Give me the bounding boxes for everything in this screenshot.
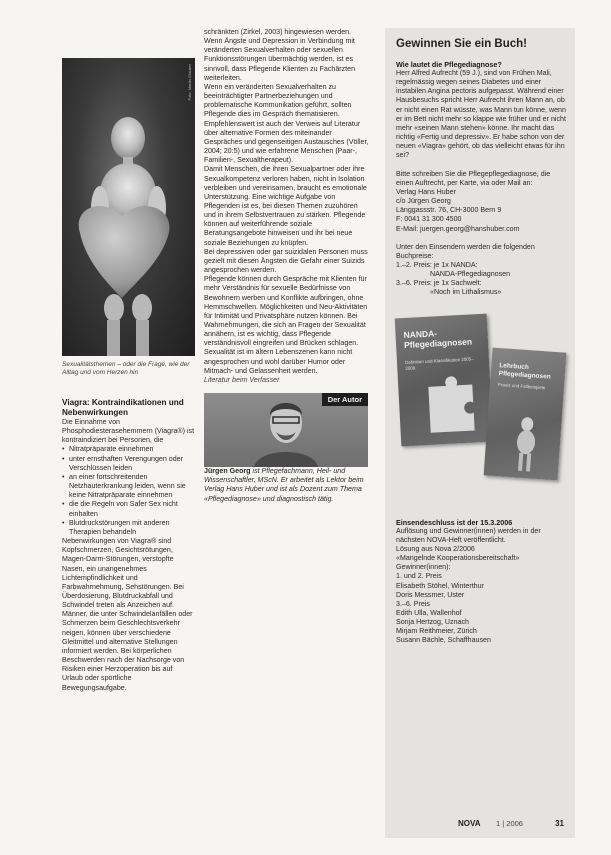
- winner-line: Susann Bächle, Schaffhausen: [396, 636, 491, 645]
- sidebar-intro: Die Einnahme von Phosphodiesterasehemmern (Viagra®) ist kontraindiziert bei Personen, die: [62, 418, 195, 445]
- winner-line: 1. und 2. Preis: [396, 572, 442, 581]
- winner-line: 3.–6. Preis: [396, 599, 430, 608]
- issue-number: 1 | 2006: [496, 819, 523, 828]
- body-paragraph: Damit Menschen, die ihren Sexualpartner oder ihre Sexualkompetenz verloren haben, nicht in Isolation verbleiben und vereinsamen, braucht es emotionale Unterstützung. Eine wichtige Aufgabe von Pflegenden ist es, bei diesen Themen zuzuhören und in ihrem Selbstvertrauen zu stärken. Pflegende können auf weiterführende soziale Beratungsangebote hinweisen und ihr bei neue soziale Beziehungen zu knüpfen.: [204, 165, 367, 247]
- winner-line: Doris Messmer, Uster: [396, 590, 465, 599]
- deadline-heading: Einsendeschluss ist der 15.3.2006: [396, 517, 513, 527]
- book-cover-nanda: [395, 313, 494, 446]
- list-item: • an einer fortschreitenden Netzhauterkrankung leiden, wenn sie keine Nitratpräparate einnehmen: [62, 473, 195, 500]
- body-paragraph: Wenn ein veränderten Sexualverhalten zu beeinträchtigter Partnerbeziehungen und problematische Kommunikation geführt, sollten Pflegende dies im Gespräch thematisieren. Empfehlenswert ist auch der Verweis auf Literatur über alternative Formen des miteinander Gespräches und gegenseitigen Austausches (Völler, 2004; 20:5) und wie erfahrene Menschen (Paar-, Familien-, Sexualtherapeut).: [204, 82, 369, 165]
- contraindications-list: [62, 445, 195, 537]
- prize-line: 3.–6. Preis: je 1x Sachwelt:: [396, 279, 482, 288]
- book-title: NANDA-Pflegediagnosen: [403, 327, 473, 350]
- send-instructions: Bitte schreiben Sie die Pflegepflegediagnose, die einen Auftrecht, per Karte, via oder Mail an:: [396, 169, 551, 187]
- body-paragraph: Pflegende können durch Gespräche mit Klienten für mehr Verständnis für sexuelle Bedürfnisse von Bewohnern werben und Konflikte aufbringen, ohne Hemmschwellen. Möglichkeiten und Neu-Aktivitäten für Intimität und Privatsphäre nutzen können. Bei Wahrnehmungen, die sich an Fragen der Sexualität annähern, ist es wichtig, dass Pflegende verständnisvoll eingreifen und Brücken schlagen.: [204, 275, 368, 348]
- sidebar-title: Viagra: Kontraindikationen und Nebenwirkungen: [62, 398, 184, 417]
- book-title: Lehrbuch Pflegediagnosen: [498, 361, 551, 380]
- list-item: • Blutdruckstörungen mit anderen Therapien behandeln: [62, 519, 195, 537]
- photo-caption: Sexualitätsthemen – oder die Frage, wie der Alltag und vom Herzen hin: [62, 361, 190, 377]
- wooden-mannequin-with-heart-image: [62, 58, 195, 356]
- sidebar-body: Nebenwirkungen von Viagra® sind Kopfschmerzen, Gesichtsrötungen, Magen-Darm-Störungen, verstopfte Nasen, ein unangenehmes Lichtempfindlichkeit und Farbwahrnehmung, Sehstörungen. Bei Überdosierung, Blutdruckabfall und Schwindel treten als Anzeichen auf. Männer, die unter Schwindelanfällen oder Schmerzen beim Geschlechtsverkehr neigen, können über verschiedene Gleitmittel und alternative Stellungen informiert werden. Bei körperlichen Beschwerden nach der Nachsorge von Risiken einer Herzoperation bis auf Urlaub oder sportliche Bewegungsaufgabe.: [62, 537, 193, 692]
- winners-heading: Gewinner(innen):: [396, 563, 451, 572]
- address-email: E-Mail: juergen.georg@hanshuber.com: [396, 224, 520, 233]
- contest-title: Gewinnen Sie ein Buch!: [396, 38, 527, 50]
- address-line: F: 0041 31 300 4500: [396, 215, 462, 224]
- article-body: [204, 28, 370, 504]
- address-line: Verlag Hans Huber: [396, 187, 456, 196]
- article-photo: [62, 58, 195, 356]
- author-name: Jürgen Georg: [204, 467, 251, 476]
- body-paragraph: Bei depressiven oder gar suizidalen Personen muss gezielt mit diesen Ängsten die Gefahr einer Suizids angesprochen werden.: [204, 247, 368, 275]
- page-footer: [396, 818, 568, 830]
- book-cover-pflegediagnosen: [484, 347, 567, 480]
- prize-line: «Noch im Lithalismus»: [430, 288, 502, 297]
- list-item: • die die Regeln von Safer Sex nicht einhalten: [62, 500, 195, 518]
- book-subtitle: Praxis und Fallbeispiele: [497, 381, 546, 390]
- page-number: 31: [555, 819, 564, 828]
- draw-text: Unter den Einsendern werden die folgenden Buchpreise:: [396, 242, 535, 260]
- book-subtitle: Definition und Klassifikation 2005–2006: [404, 356, 474, 371]
- question-text: Herr Alfred Aufrecht (59 J.), sind von Frühen Mali, regelmässig wegen seines Diabetes und einer instabilen Angina pectoris aufgepasst. Während einer Hausbesuchs spricht Herr Aufrecht ihren Mann an, ob er nicht einen Rat wüsste, was Mann tun könne, wenn er im Bett nicht mehr so klappe wie früher und er nicht mehr «seinen Mann stehen» könne. Ihr macht das richtig «Fertig und depressiv». Er habe schon von der neuen «Viagra» gehört, ob das vielleicht etwas für ihn sei?: [396, 69, 566, 160]
- solution-label: Lösung aus Nova 2/2006: [396, 544, 475, 553]
- magazine-brand: NOVA: [458, 819, 481, 828]
- author-label: Der Autor: [322, 393, 368, 406]
- book-covers: [396, 308, 568, 518]
- list-item: • unter ernsthaften Verengungen oder Verschlüssen leiden: [62, 455, 195, 473]
- author-description: ist Pflegefachmann, Heil- und Wissenschaftler, MScN. Er arbeitet als Lektor beim Verlag Hans Huber und ist als Dozent zum Thema «Pflegediagnose» und diagnostisch tätig.: [204, 467, 364, 503]
- mannequin-icon: [484, 347, 567, 480]
- address-line: Länggassstr. 76, CH-3000 Bern 9: [396, 206, 502, 215]
- list-item: • Nitratpräparate einnehmen: [62, 445, 195, 454]
- literature-note: Literatur beim Verfasser: [204, 375, 280, 384]
- winner-line: Mirjam Reithmeier, Zürich: [396, 627, 477, 636]
- contest-section: [396, 38, 568, 646]
- body-paragraph: schränkten (Zirkel, 2003) hingewiesen werden.: [204, 28, 352, 36]
- body-paragraph: Wenn Ängste und Depression in Verbindung mit veränderten Sexualverhalten oder sexuellen Funktionsstörungen übermächtig werden, ist es sinnvoll, dass Pflegende Klienten zu Fachärzten weiterleiten.: [204, 37, 356, 82]
- prize-line: 1.–2. Preis: je 1x NANDA:: [396, 260, 478, 269]
- sidebar-contraindications: [62, 398, 195, 693]
- prize-line: NANDA-Pflegediagnosen: [430, 270, 511, 279]
- deadline-text: Auflösung und Gewinner(innen) werden in der nächsten NOVA-Heft veröffentlicht.: [396, 526, 541, 544]
- author-photo: [204, 393, 368, 467]
- author-bio: [204, 467, 370, 504]
- question-heading: Wie lautet die Pflegediagnose?: [396, 60, 502, 69]
- solution-text: «Mangelnde Kooperationsbereitschaft»: [396, 554, 520, 563]
- photo-credit: Foto: Martin Glauser: [187, 64, 192, 101]
- winner-line: Elisabeth Stöhel, Winterthur: [396, 581, 484, 590]
- puzzle-icon: [395, 313, 494, 446]
- winner-line: Edith Ulla, Wallenhof: [396, 609, 462, 617]
- winner-line: Sonja Hertzog, Uznach: [396, 618, 469, 627]
- address-line: c/o Jürgen Georg: [396, 197, 451, 206]
- body-paragraph: Sexualität ist im ältern Lebenszenen kann nicht angesprochen und wohl darüber Humor oder Mitmach- und Gelassenheit werden.: [204, 348, 353, 375]
